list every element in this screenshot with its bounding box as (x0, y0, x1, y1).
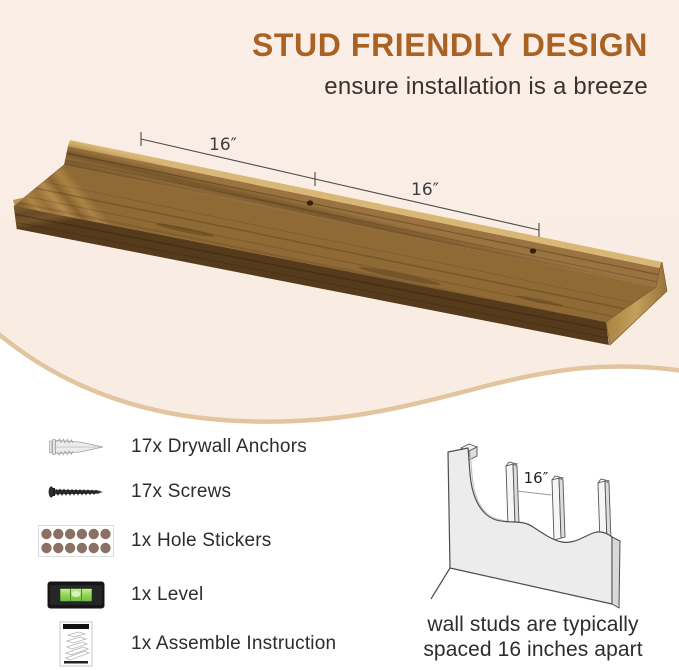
drywall-anchor-icon (28, 436, 124, 458)
shelf-screw-hole (307, 200, 313, 205)
hole-stickers-icon (28, 525, 124, 557)
shelf-screw-hole (530, 248, 536, 253)
screw-icon (28, 485, 124, 499)
list-item-hole-stickers (28, 519, 271, 563)
item-label-level: 1x Level (131, 584, 204, 605)
wall-side-face (612, 537, 620, 608)
shelf-photo (13, 140, 667, 345)
caption-line-1: wall studs are typically (427, 613, 639, 636)
shelf-dimension-left-label: 16″ (209, 135, 237, 155)
list-item-level (28, 574, 203, 616)
stud-icon (506, 462, 519, 526)
item-label-assemble-instruction: 1x Assemble Instruction (131, 633, 337, 654)
stud-dimension-label: 16″ (523, 469, 549, 487)
caption-line-2: spaced 16 inches apart (423, 638, 643, 661)
item-label-screws: 17x Screws (131, 481, 232, 502)
item-label-hole-stickers: 1x Hole Stickers (131, 530, 272, 551)
page-subtitle: ensure installation is a breeze (324, 73, 648, 100)
shelf-dimension-right-label: 16″ (411, 180, 439, 200)
list-item-drywall-anchors (28, 426, 307, 468)
header (252, 27, 648, 101)
level-icon (28, 581, 124, 609)
page-title: STUD FRIENDLY DESIGN (251, 27, 648, 63)
list-item-screws (28, 471, 231, 513)
instruction-booklet-icon (28, 621, 124, 667)
stud-caption (398, 612, 668, 662)
list-item-assemble-instruction (28, 618, 336, 670)
item-label-drywall-anchors: 17x Drywall Anchors (131, 436, 307, 457)
